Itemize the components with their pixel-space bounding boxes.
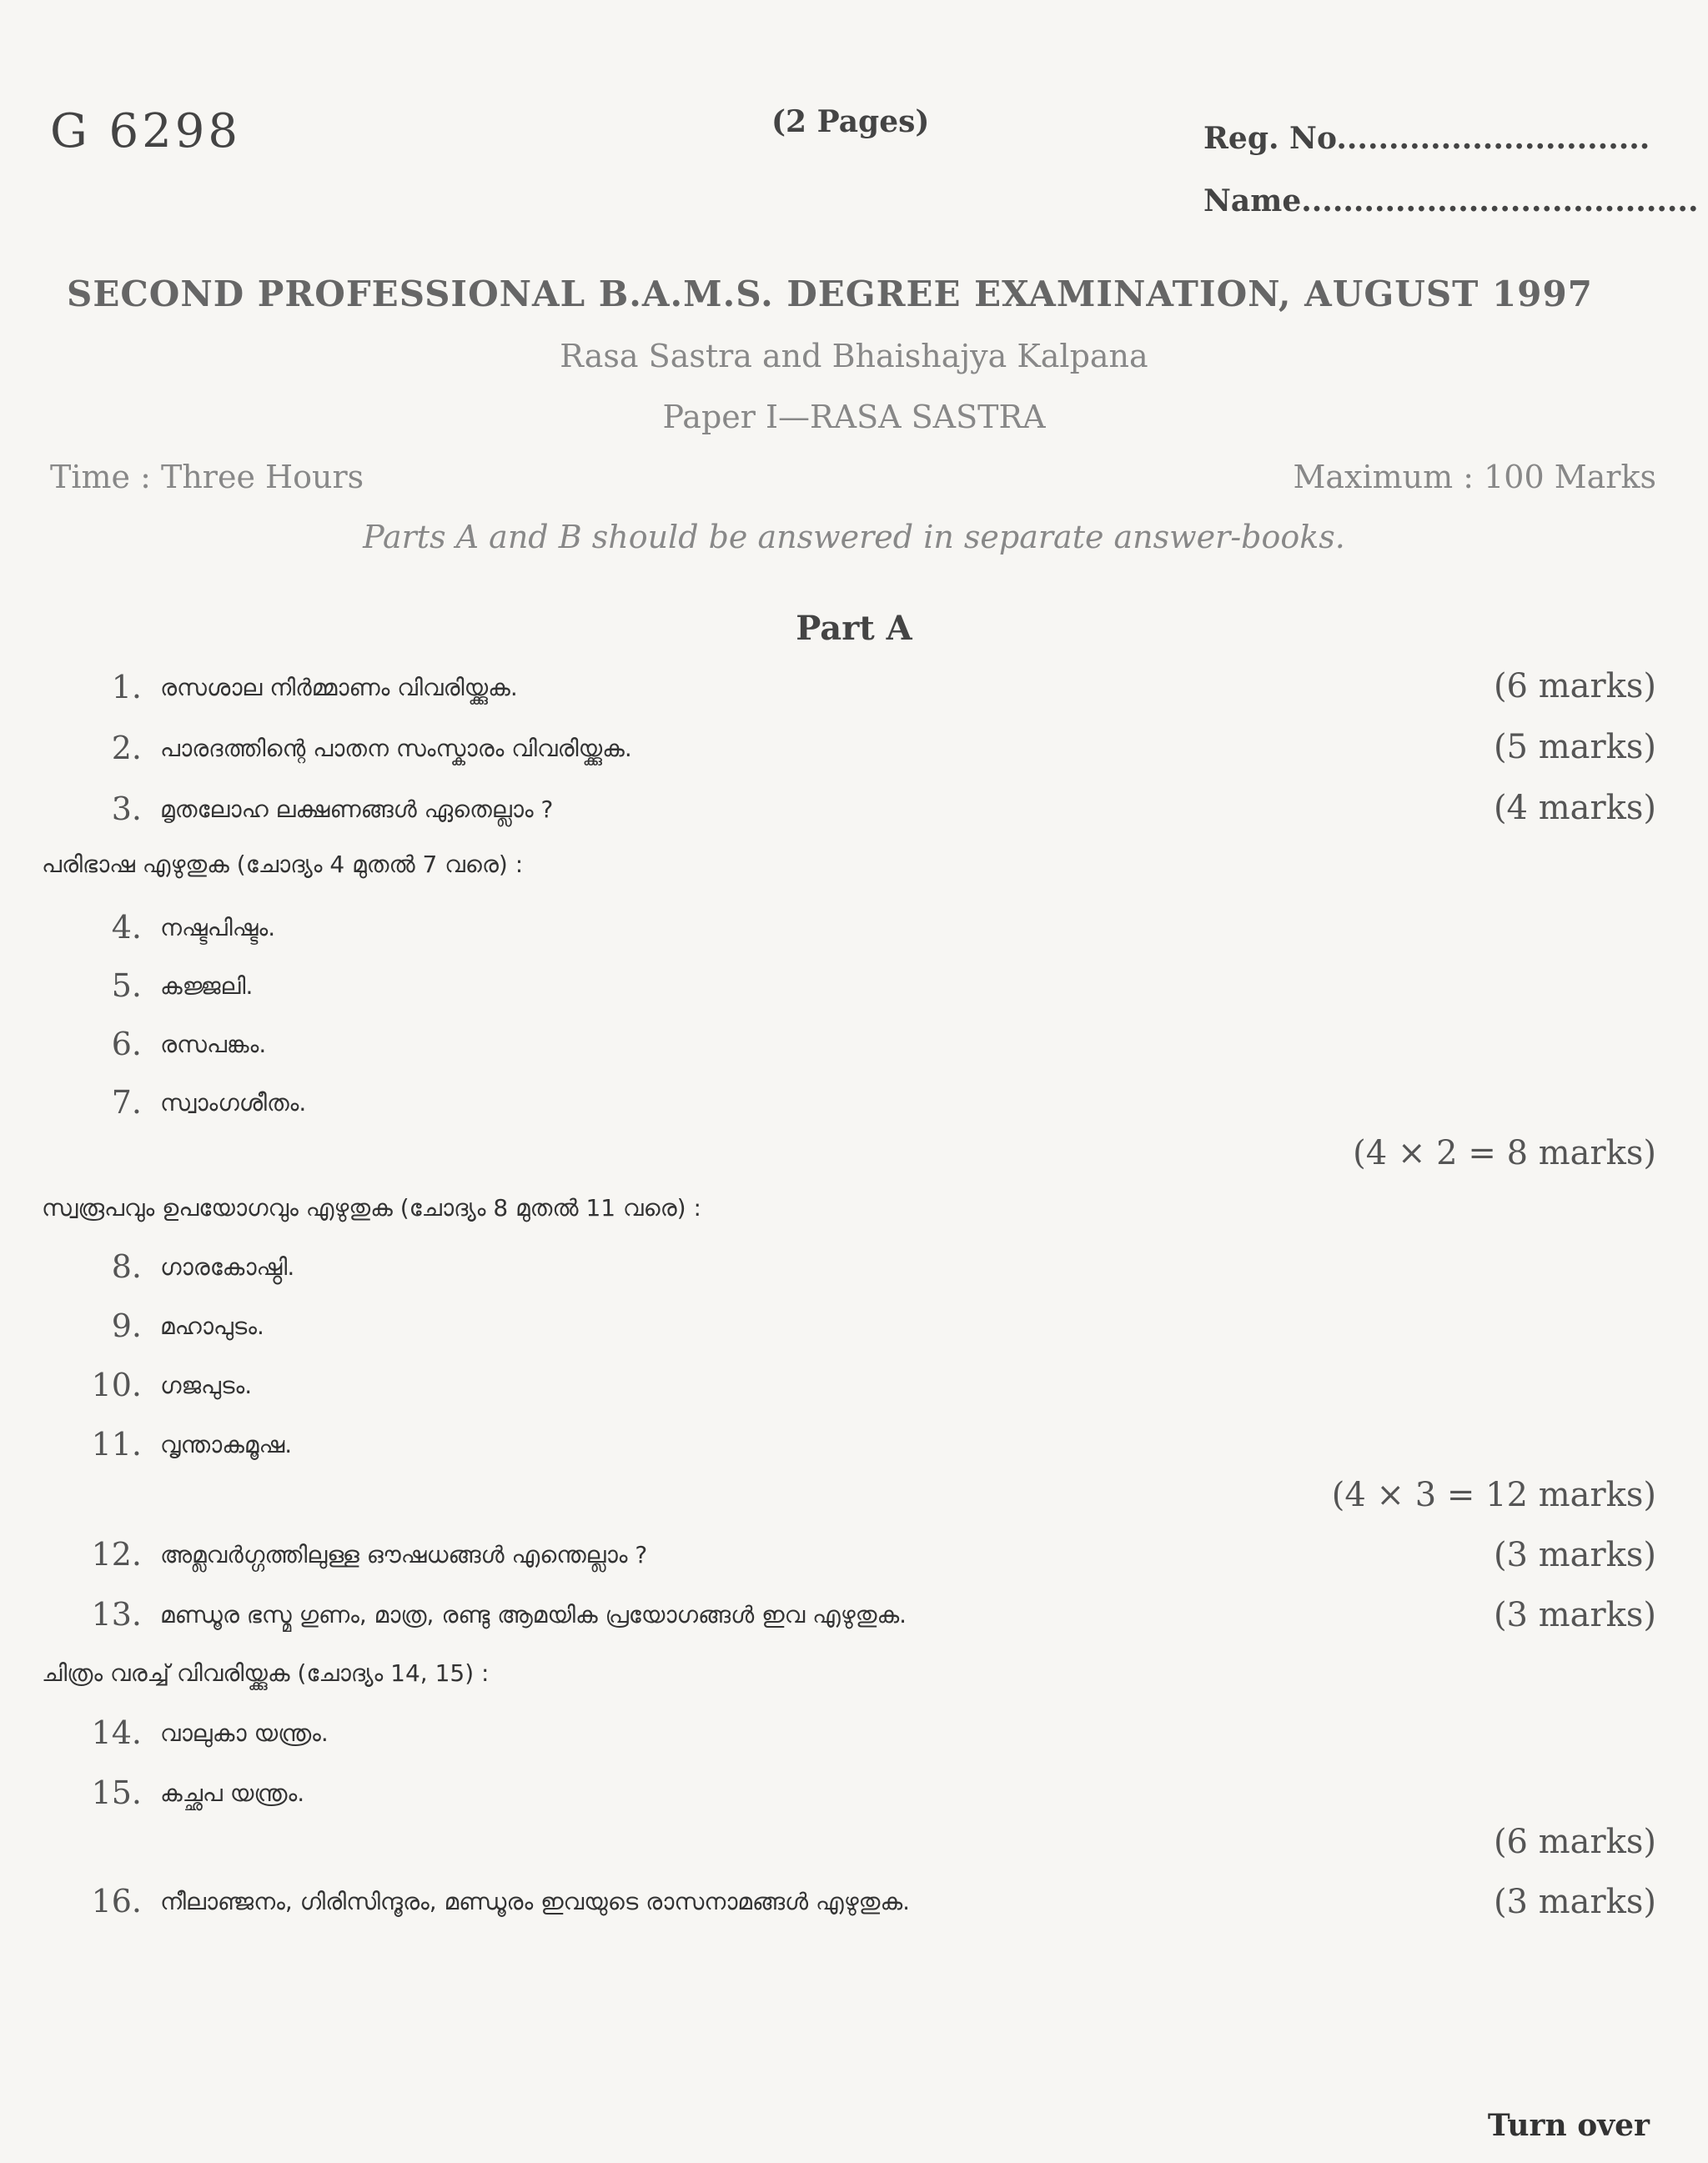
question-text: നീലാഞ്ജനം, ഗിരിസിന്ദൂരം, മണ്ഡൂരം ഇവയുടെ രാസനാമങ്ങൾ എഴുതുക. [160, 1888, 911, 1915]
name-field: Name...................................... [1203, 183, 1699, 218]
question-text: കജ്ജലി. [160, 972, 254, 1000]
question-marks: (4 marks) [1493, 789, 1656, 827]
question-text: കച്ഛപ യന്ത്രം. [160, 1779, 305, 1807]
section-heading: ചിത്രം വരച്ച് വിവരിയ്ക്കുക (ചോദ്യം 14, 15) : [42, 1659, 490, 1687]
question-number: 15. [91, 1774, 142, 1811]
question-number: 10. [91, 1367, 142, 1403]
question-number: 16. [91, 1883, 142, 1920]
question-marks: (6 marks) [1493, 667, 1656, 705]
section-heading: പരിഭാഷ എഴുതുക (ചോദ്യം 4 മുതൽ 7 വരെ) : [42, 851, 524, 878]
question-number: 4. [111, 909, 142, 946]
question-number: 5. [111, 967, 142, 1004]
part-heading: Part A [796, 609, 912, 648]
section-marks: (6 marks) [1493, 1823, 1656, 1861]
subject-title: Rasa Sastra and Bhaishajya Kalpana [560, 338, 1148, 374]
question-text: മഹാപുടം. [160, 1312, 264, 1340]
question-number: 1. [111, 669, 142, 705]
question-text: രസശാല നിർമ്മാണം വിവരിയ്ക്കുക. [160, 674, 518, 701]
question-marks: (5 marks) [1493, 728, 1656, 766]
page-count: (2 Pages) [771, 104, 930, 139]
question-number: 2. [111, 730, 142, 766]
question-number: 6. [111, 1026, 142, 1062]
question-number: 7. [111, 1084, 142, 1121]
question-text: മണ്ഡൂര ഭസ്മ ഗുണം, മാത്ര, രണ്ടു ആമയിക പ്രയോഗങ്ങൾ ഇവ എഴുതുക. [160, 1601, 907, 1629]
question-marks: (3 marks) [1493, 1596, 1656, 1634]
question-number: 11. [91, 1426, 142, 1463]
question-number: 8. [111, 1248, 142, 1285]
time-limit: Time : Three Hours [50, 459, 364, 495]
question-text: നഷ്ടപിഷ്ടം. [160, 914, 276, 941]
question-text: രസപങ്കം. [160, 1031, 267, 1058]
section-heading: സ്വരൂപവും ഉപയോഗവും എഴുതുക (ചോദ്യം 8 മുതൽ 11 വരെ) : [42, 1194, 701, 1222]
question-text: വൃന്താകമൂഷ. [160, 1431, 293, 1458]
question-text: വാലുകാ യന്ത്രം. [160, 1719, 329, 1747]
question-number: 3. [111, 790, 142, 827]
question-text: പാരദത്തിന്റെ പാതന സംസ്കാരം വിവരിയ്ക്കുക. [160, 735, 632, 762]
paper-title: Paper I—RASA SASTRA [662, 399, 1046, 435]
section-marks: (4 × 3 = 12 marks) [1331, 1476, 1656, 1514]
question-marks: (3 marks) [1493, 1536, 1656, 1574]
turn-over-note: Turn over [1487, 2108, 1650, 2143]
question-text: അമ്ലവർഗ്ഗത്തിലുള്ള ഔഷധങ്ങൾ എന്തെല്ലാം ? [160, 1541, 648, 1568]
reg-no-field: Reg. No.............................. [1203, 121, 1650, 156]
question-number: 14. [91, 1714, 142, 1751]
question-text: ഗാരകോഷ്ഠി. [160, 1253, 295, 1281]
question-number: 12. [91, 1536, 142, 1573]
question-text: സ്വാംഗശീതം. [160, 1089, 307, 1117]
question-number: 9. [111, 1307, 142, 1344]
section-marks: (4 × 2 = 8 marks) [1353, 1134, 1656, 1172]
exam-code: G 6298 [50, 104, 242, 158]
question-number: 13. [91, 1596, 142, 1633]
question-text: ഗജപുടം. [160, 1372, 253, 1399]
maximum-marks: Maximum : 100 Marks [1293, 459, 1656, 495]
question-text: മൃതലോഹ ലക്ഷണങ്ങൾ ഏതെല്ലാം ? [160, 795, 554, 823]
exam-title: SECOND PROFESSIONAL B.A.M.S. DEGREE EXAMINATION, AUGUST 1997 [67, 274, 1593, 314]
instruction: Parts A and B should be answered in separate answer-books. [363, 519, 1345, 555]
question-marks: (3 marks) [1493, 1883, 1656, 1921]
